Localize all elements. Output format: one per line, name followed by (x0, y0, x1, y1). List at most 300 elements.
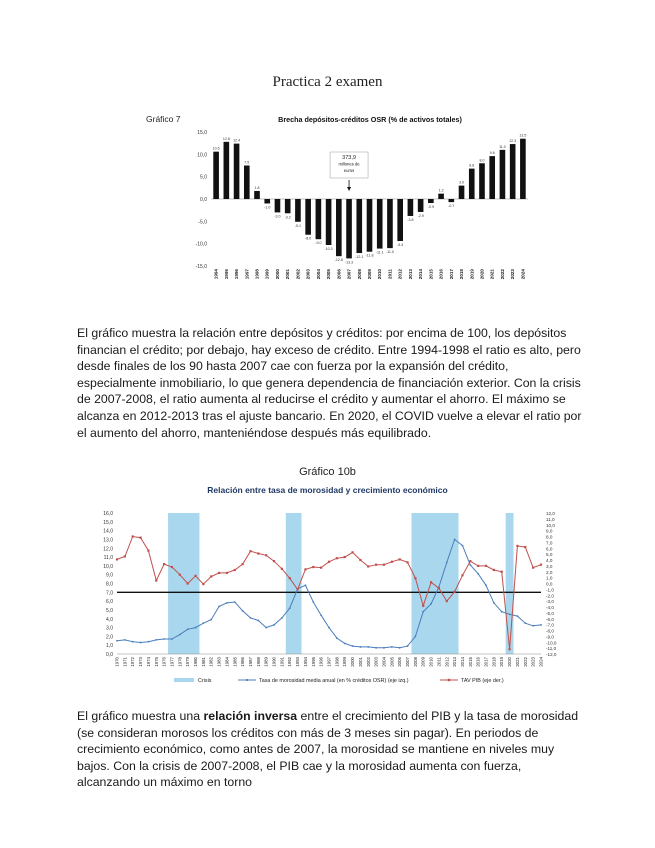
chart10-point-pib (438, 587, 440, 589)
chart7-data-label: -13.3 (344, 260, 354, 265)
chart7-xtick-label: 2001 (285, 269, 291, 280)
chart7-annotation-arrowhead (347, 187, 351, 191)
chart10-point-morosidad (509, 613, 511, 615)
chart10-point-pib (461, 574, 463, 576)
chart10-point-morosidad (414, 635, 416, 637)
chart10-xtick-label: 1986 (240, 657, 246, 667)
chart7-xtick-label: 2014 (418, 269, 424, 280)
chart10-point-morosidad (305, 584, 307, 586)
chart7-ytick-label: 0,0 (200, 197, 207, 203)
chart7-xtick-label: 2011 (387, 269, 393, 279)
chart7-bar (418, 199, 424, 212)
chart10-point-pib (493, 569, 495, 571)
chart7-annotation-text: 373,9 (342, 155, 356, 161)
chart10-point-pib (524, 546, 526, 548)
chart10-xtick-label: 2008 (412, 657, 418, 667)
chart10-ytick-right: 6,0 (546, 546, 553, 552)
chart7-data-label: -0.7 (448, 204, 455, 209)
chart10-crisis-band (506, 513, 514, 654)
chart10-point-pib (485, 565, 487, 567)
chart10-point-morosidad (242, 610, 244, 612)
chart10-point-pib (194, 575, 196, 577)
chart10-legend-swatch-crisis (174, 678, 194, 682)
chart10-xtick-label: 1985 (232, 657, 238, 667)
chart10-point-morosidad (493, 602, 495, 604)
chart7-bar (428, 199, 434, 203)
chart10-point-morosidad (391, 646, 393, 648)
chart7-bar (377, 199, 383, 249)
chart10-ytick-right: 4,0 (546, 558, 553, 563)
chart10-point-pib (501, 571, 503, 573)
chart10-xtick-label: 1991 (279, 657, 285, 667)
chart10-xtick-label: 2024 (538, 657, 544, 667)
chart10-point-morosidad (532, 625, 534, 627)
chart10-ytick-right: -5,0 (546, 610, 554, 616)
chart10-point-pib (351, 551, 353, 553)
chart10-xtick-label: 2010 (428, 657, 434, 667)
chart10-point-pib (406, 561, 408, 563)
chart10-point-pib (454, 591, 456, 593)
chart10-point-morosidad (383, 647, 385, 649)
chart10-point-pib (336, 557, 338, 559)
chart7-xtick-label: 2005 (326, 269, 332, 280)
chart7-data-label: -9.0 (315, 241, 322, 246)
chart10-point-morosidad (524, 622, 526, 624)
chart10-xtick-label: 1983 (216, 657, 222, 667)
chart7-data-label: 11.0 (499, 144, 506, 149)
chart10-point-morosidad (352, 645, 354, 647)
chart10-point-pib (265, 554, 267, 556)
chart10-point-morosidad (320, 614, 322, 616)
chart10-point-pib (289, 577, 291, 579)
chart7-bar (346, 199, 352, 258)
chart10-point-morosidad (234, 601, 236, 603)
chart10-xtick-label: 1984 (224, 657, 230, 667)
chart10-ytick-right: -3,0 (546, 599, 554, 605)
chart7-xtick-label: 2009 (367, 269, 372, 280)
chart10-point-pib (359, 559, 361, 561)
chart7-xtick-label: 2024 (520, 269, 526, 280)
chart10-point-pib (226, 572, 228, 574)
chart7-xtick-label: 1995 (223, 269, 229, 280)
chart7-xtick-label: 2006 (336, 269, 342, 280)
chart10-ytick-left: 4,0 (106, 616, 113, 623)
chart10-ytick-right: -4,0 (546, 605, 554, 610)
chart10-ytick-right: 7,0 (546, 540, 553, 546)
chart10-ytick-left: 2,0 (106, 634, 113, 641)
chart7-data-label: 1.8 (254, 185, 260, 190)
paragraph-1 (77, 325, 587, 441)
chart10-point-morosidad (407, 645, 409, 647)
chart10-point-pib (139, 537, 141, 539)
chart10-crisis-band (411, 513, 458, 654)
chart10-point-morosidad (454, 539, 456, 541)
chart10-xtick-label: 2015 (467, 657, 473, 667)
chart10-point-pib (422, 605, 424, 607)
chart7-xtick-label: 2003 (305, 269, 311, 280)
chart7-xtick-label: 2020 (479, 269, 485, 280)
chart10-xtick-label: 2003 (373, 657, 379, 667)
chart10-point-pib (320, 567, 322, 569)
chart7-xtick-label: 1997 (244, 269, 250, 280)
chart10-xtick-label: 1996 (318, 657, 324, 667)
chart10-xtick-label: 2001 (357, 657, 363, 667)
chart10-point-morosidad (367, 646, 369, 648)
chart7-ytick-label: -10,0 (195, 241, 207, 248)
chart10-xtick-label: 2011 (436, 657, 442, 667)
chart7-ytick-label: 5,0 (200, 174, 207, 181)
chart10-crisis-band (168, 513, 199, 654)
chart7-xtick-label: 2021 (489, 269, 495, 280)
chart7-bar (367, 199, 373, 252)
chart10-point-pib (367, 565, 369, 567)
chart7-data-label: -11.1 (375, 250, 384, 255)
chart7-bar (469, 169, 475, 199)
chart10-xtick-label: 1997 (326, 657, 332, 667)
chart10-legend-marker-morosidad (246, 679, 248, 681)
chart10-point-morosidad (202, 622, 204, 624)
chart10-xtick-label: 2019 (499, 657, 505, 667)
chart7-data-label: 10.6 (212, 146, 220, 151)
chart7-xtick-label: 2015 (428, 269, 434, 280)
chart10-xtick-label: 1987 (247, 657, 253, 667)
chart10-xtick-label: 1992 (287, 657, 293, 667)
chart10-xtick-label: 1982 (208, 657, 214, 667)
chart10-point-pib (540, 564, 542, 566)
chart7-xtick-label: 2022 (499, 269, 505, 280)
chart10-xtick-label: 2021 (514, 657, 520, 667)
chart7-bar (438, 194, 444, 199)
chart10-xtick-label: 2002 (365, 657, 371, 667)
chart10-ytick-right: -7,0 (546, 622, 554, 628)
chart7-title: Brecha depósitos-créditos OSR (% de activos totales) (278, 115, 462, 124)
chart10-caption: Gráfico 10b (299, 466, 356, 478)
chart10-point-morosidad (218, 606, 220, 608)
chart7-bar (275, 199, 281, 212)
chart10-point-morosidad (328, 627, 330, 629)
chart10-point-pib (446, 600, 448, 602)
chart10-point-morosidad (171, 638, 173, 640)
chart10-point-morosidad (273, 624, 275, 626)
chart10-xtick-label: 2022 (522, 657, 528, 667)
chart10-xtick-label: 1976 (161, 657, 167, 667)
chart10-point-pib (328, 561, 330, 563)
chart7-bar (459, 186, 465, 199)
chart10-ytick-right: 10,0 (546, 522, 555, 528)
chart10-point-morosidad (517, 615, 519, 617)
chart10-ytick-left: 15,0 (103, 519, 113, 526)
chart10-xtick-label: 1972 (130, 657, 136, 667)
chart10-ytick-right: 9,0 (546, 528, 553, 534)
chart7-xtick-label: 2002 (295, 269, 301, 280)
chart7-data-label: 3.0 (459, 180, 465, 185)
chart7-xtick-label: 2000 (274, 269, 280, 280)
chart7-ytick-label: 10,0 (197, 152, 207, 159)
chart10-point-morosidad (210, 619, 212, 621)
chart7-data-label: 8.0 (479, 158, 485, 163)
chart10-point-morosidad (344, 643, 346, 645)
chart7-xtick-label: 1999 (264, 269, 270, 280)
chart10-point-pib (218, 572, 220, 574)
chart10-ytick-left: 14,0 (103, 528, 113, 535)
chart7-data-label: -12.8 (334, 258, 343, 263)
chart10-point-morosidad (250, 617, 252, 619)
chart10-point-morosidad (477, 573, 479, 575)
chart10-ytick-right: 5,0 (546, 552, 553, 558)
chart7-xtick-label: 2018 (459, 269, 465, 280)
chart10-point-morosidad (289, 607, 291, 609)
chart10-xtick-label: 2020 (507, 657, 513, 667)
chart7-data-label: 13.5 (519, 133, 527, 138)
chart7-xtick-label: 2017 (448, 269, 454, 280)
chart10-ytick-left: 16,0 (103, 511, 113, 517)
chart10-legend-pib: TAV PIB (eje der.) (461, 678, 504, 684)
chart10-point-morosidad (422, 611, 424, 613)
chart10-xtick-label: 1998 (334, 657, 340, 667)
chart10-point-pib (116, 558, 118, 560)
chart10-xtick-label: 1971 (122, 657, 128, 667)
chart7-data-label: 6.8 (469, 163, 475, 168)
chart10-ytick-right: -1,0 (546, 587, 554, 593)
chart10-point-pib (469, 560, 471, 562)
chart7-data-label: 12.8 (222, 136, 230, 141)
chart10-ytick-right: -6,0 (546, 616, 554, 622)
chart10-xtick-label: 1993 (295, 657, 301, 667)
chart7-xtick-label: 2019 (469, 269, 475, 280)
chart10-point-morosidad (187, 628, 189, 630)
chart7-data-label: 7.5 (244, 160, 250, 165)
chart7-bar (387, 199, 393, 248)
chart10-xtick-label: 1994 (302, 657, 308, 667)
chart10-point-morosidad (430, 603, 432, 605)
chart7-xtick-label: 2008 (356, 269, 362, 280)
chart10-xtick-label: 1973 (138, 657, 144, 667)
chart10-xtick-label: 1988 (255, 657, 261, 667)
chart10-point-morosidad (399, 647, 401, 649)
chart7-bar (305, 199, 311, 235)
chart7-bar (489, 156, 495, 199)
chart7-xtick-label: 1996 (234, 269, 240, 280)
chart10-point-pib (508, 648, 510, 650)
chart10-point-morosidad (501, 611, 503, 613)
chart7-xtick-label: 2013 (407, 269, 413, 280)
chart10-point-morosidad (140, 642, 142, 644)
chart10-point-pib (132, 535, 134, 537)
chart10-point-pib (383, 564, 385, 566)
chart10-point-pib (234, 569, 236, 571)
paragraph-2-text (77, 708, 587, 791)
chart7-bar (285, 199, 291, 213)
chart10-xtick-label: 1978 (177, 657, 183, 667)
chart10-xtick-label: 1989 (263, 657, 269, 667)
chart10-point-morosidad (281, 617, 283, 619)
chart7-data-label: -9.4 (397, 242, 404, 247)
chart10-point-morosidad (312, 601, 314, 603)
chart10-ytick-right: 12,0 (546, 511, 555, 516)
chart7-data-label: -12.1 (355, 255, 364, 260)
chart10-ytick-right: -10,0 (546, 640, 557, 646)
chart10-legend-crisis: Crisis (198, 678, 212, 684)
chart10-point-morosidad (446, 561, 448, 563)
chart10-point-pib (210, 575, 212, 577)
chart10-point-pib (273, 560, 275, 562)
chart7-bar (244, 166, 250, 200)
chart10-point-pib (477, 565, 479, 567)
chart7-bar (500, 150, 506, 199)
chart7-data-label: 12.3 (509, 139, 517, 144)
chart10-ytick-left: 11,0 (103, 555, 113, 562)
paragraph-2-before: El gráfico muestra una (77, 709, 204, 723)
chart10-point-morosidad (116, 640, 118, 642)
chart10-ytick-left: 8,0 (106, 581, 113, 588)
chart10-ytick-left: 9,0 (106, 572, 113, 579)
chart7-bar (408, 199, 414, 216)
chart10-point-morosidad (540, 624, 542, 626)
chart10-point-pib (281, 568, 283, 570)
chart10-xtick-label: 2017 (483, 657, 489, 667)
chart7-bar (295, 199, 301, 222)
chart10-point-morosidad (132, 641, 134, 643)
chart7-ytick-label: -15,0 (195, 264, 207, 270)
chart10-point-pib (399, 558, 401, 560)
chart10-point-pib (344, 556, 346, 558)
chart7-data-label: -2.9 (417, 213, 424, 218)
chart7-data-label: -3.8 (407, 217, 414, 222)
chart10-ytick-right: 1,0 (546, 575, 553, 581)
chart10-ytick-right: -2,0 (546, 593, 554, 599)
chart10-ytick-left: 5,0 (106, 607, 113, 614)
chart10-point-pib (124, 555, 126, 557)
chart10-xtick-label: 2018 (491, 657, 497, 667)
chart10-point-morosidad (226, 602, 228, 604)
chart10-xtick-label: 1981 (200, 657, 206, 667)
chart-brecha-depositos-creditos (0, 108, 655, 288)
paragraph-2 (77, 708, 587, 791)
chart7-bar (520, 139, 526, 199)
chart7-bar (224, 142, 230, 199)
chart10-point-morosidad (257, 620, 259, 622)
chart10-point-pib (375, 564, 377, 566)
chart10-xtick-label: 2016 (475, 657, 481, 667)
chart10-point-morosidad (163, 638, 165, 640)
chart10-legend-morosidad: Tasa de morosidad media anual (en % créditos OSR) (eje izq.) (259, 678, 409, 684)
chart10-point-pib (147, 550, 149, 552)
chart-morosidad-crecimiento (0, 495, 655, 695)
chart10-ytick-right: -11,0 (546, 646, 557, 652)
chart7-bar (510, 144, 516, 199)
chart7-bar (234, 144, 240, 199)
chart7-bar (264, 199, 270, 203)
chart7-xtick-label: 1994 (213, 269, 219, 280)
chart10-point-pib (155, 579, 157, 581)
chart10-point-pib (171, 566, 173, 568)
chart10-point-morosidad (148, 641, 150, 643)
chart7-annotation-text: euros (343, 168, 355, 173)
chart7-bar (479, 163, 485, 199)
chart7-figure-label: Gráfico 7 (146, 114, 181, 124)
chart10-point-morosidad (179, 634, 181, 636)
chart10-point-morosidad (195, 627, 197, 629)
chart7-annotation-text: millones de (338, 161, 360, 167)
chart7-data-label: -5.1 (294, 223, 302, 228)
chart10-point-pib (242, 563, 244, 565)
chart7-bar (326, 199, 332, 245)
chart10-ytick-right: 11,0 (546, 516, 555, 522)
chart7-xtick-label: 1998 (254, 269, 260, 280)
chart7-ytick-label: 15,0 (197, 130, 207, 136)
chart7-bar (316, 199, 322, 239)
chart10-xtick-label: 2023 (530, 657, 536, 667)
chart10-xtick-label: 2009 (420, 657, 426, 667)
chart10-xtick-label: 1975 (153, 657, 159, 667)
chart10-ytick-right: 2,0 (546, 569, 553, 575)
chart10-xtick-label: 1979 (185, 657, 191, 667)
chart10-point-pib (202, 583, 204, 585)
chart10-point-pib (179, 574, 181, 576)
chart7-data-label: -3.2 (284, 215, 291, 220)
chart10-ytick-right: -12,0 (546, 652, 557, 657)
chart7-data-label: -0.9 (427, 205, 434, 210)
chart7-xtick-label: 2010 (377, 269, 383, 280)
chart10-point-morosidad (360, 646, 362, 648)
paragraph-2-bold: relación inversa (203, 709, 298, 723)
chart7-xtick-label: 2016 (438, 269, 444, 280)
chart10-ytick-right: -9,0 (546, 634, 554, 640)
chart7-xtick-label: 2012 (397, 269, 403, 280)
chart10-point-morosidad (265, 627, 267, 629)
chart10-point-morosidad (375, 647, 377, 649)
chart10-xtick-label: 2000 (350, 657, 356, 667)
chart10-xtick-label: 1977 (169, 657, 175, 667)
chart10-legend-marker-pib (448, 679, 450, 681)
chart7-ytick-label: -5,0 (198, 219, 207, 226)
chart10-xtick-label: 2007 (405, 657, 411, 667)
chart7-data-label: -11.8 (365, 253, 374, 258)
chart10-ytick-right: 0,0 (546, 581, 553, 587)
chart10-ytick-left: 0,0 (106, 652, 113, 658)
chart10-point-pib (257, 552, 259, 554)
chart10-ytick-left: 13,0 (103, 537, 113, 544)
paragraph-2-after: entre el crecimiento del PIB y la tasa de morosidad (se consideran morosos los créditos con más de 3 meses sin pagar). En periodos de crecimiento económico, como antes de 2007, la morosidad se mantiene en niveles muy bajos. Con la crisis de 2007-2008, el PIB cae y la morosidad aumenta con fuerza, alcanzando un máximo en torno (77, 709, 579, 790)
chart7-data-label: -10.3 (324, 247, 333, 252)
chart7-bar (397, 199, 403, 241)
chart10-point-pib (249, 550, 251, 552)
chart7-data-label: -1.0 (264, 205, 271, 210)
chart10-title: Relación entre tasa de morosidad y crecimiento económico (207, 485, 448, 495)
chart7-bar (336, 199, 342, 256)
chart10-point-pib (296, 588, 298, 590)
chart7-data-label: 9.6 (489, 151, 495, 156)
chart7-data-label: -11.0 (385, 250, 394, 255)
chart10-xtick-label: 2004 (381, 657, 387, 667)
chart10-point-pib (312, 566, 314, 568)
chart10-xtick-label: 2013 (452, 657, 458, 667)
chart10-point-morosidad (485, 584, 487, 586)
chart7-bar (448, 199, 454, 202)
chart10-point-pib (304, 568, 306, 570)
chart10-ytick-left: 3,0 (106, 625, 113, 632)
chart10-ytick-right: -8,0 (546, 628, 554, 634)
chart7-bar (213, 152, 219, 199)
chart10-xtick-label: 1999 (342, 657, 348, 667)
chart10-xtick-label: 2012 (444, 657, 450, 667)
chart10-ytick-left: 6,0 (106, 599, 113, 606)
chart10-ytick-left: 12,0 (103, 546, 113, 553)
chart10-point-pib (430, 581, 432, 583)
chart10-ytick-left: 1,0 (106, 643, 113, 650)
chart7-xtick-label: 2023 (510, 269, 516, 280)
chart10-point-morosidad (124, 639, 126, 641)
